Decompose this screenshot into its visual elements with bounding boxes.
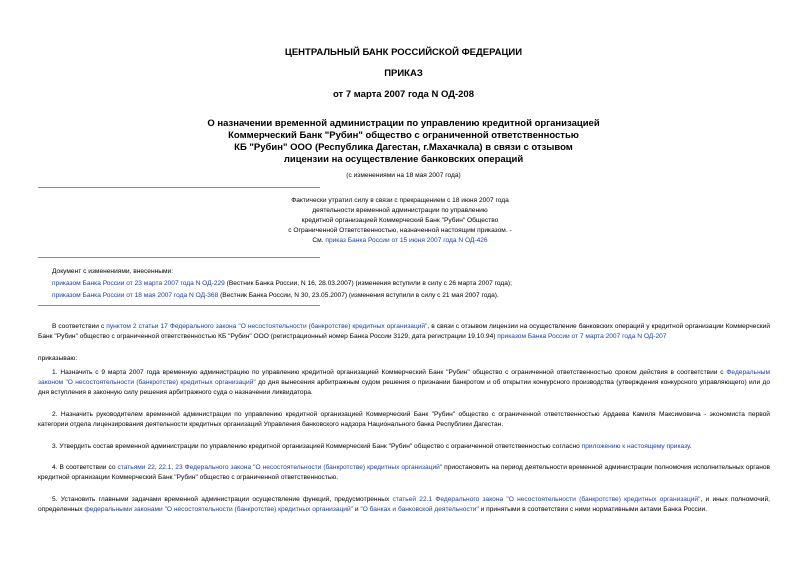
amendments-heading: Документ с изменениями, внесенными: bbox=[52, 268, 174, 275]
link-article-17[interactable]: пунктом 2 статьи 17 Федерального закона "О несостоятельности (банкротстве) кредитных организаций" bbox=[106, 323, 428, 330]
document-date: от 7 марта 2007 года N ОД-208 bbox=[332, 89, 474, 100]
amendment-text: (Вестник Банка России, N 30, 23.05.2007) (изменения вступили в силу с 21 мая 2007 года). bbox=[218, 292, 499, 299]
amendment-text: (Вестник Банка России, N 16, 28.03.2007) (изменения вступили в силу с 26 марта 2007 года); bbox=[224, 280, 512, 287]
preamble-text: В соответствии с bbox=[52, 323, 107, 330]
title-line: лицензии на осуществление банковских операций bbox=[283, 154, 524, 165]
item-text: 1. Назначить с 9 марта 2007 года временную администрацию по управлению кредитной организацией Коммерческий Банк "Рубин" общество с ограниченной ответственностью сроком действия в соответствии с bbox=[52, 369, 727, 376]
preamble bbox=[38, 322, 770, 342]
validity-see bbox=[250, 236, 550, 246]
link-federal-law[interactable]: Федеральным законом "О несостоятельности (банкротстве) кредитных организаций" bbox=[38, 369, 770, 387]
validity-note bbox=[250, 196, 550, 246]
order-item-3 bbox=[38, 442, 770, 452]
order-item-4 bbox=[38, 463, 770, 483]
validity-line: с Ограниченной Ответственностью, назначенной настоящим приказом. - bbox=[288, 227, 512, 234]
item-text: и принятыми в соответствии с ними нормативными актами Банка России. bbox=[478, 506, 708, 514]
item-text: и bbox=[353, 506, 361, 514]
item-text: до дня вынесения арбитражным судом решения о признании банкротом и об открытии конкурсного производства (утверждения конкурсного управляющего) или до дня вступления в законную силу решения арбитражного суда о назначении ликвидатора. bbox=[38, 379, 771, 397]
item-text: 5. Установить главными задачами временной администрации осуществление функций, предусмотренных bbox=[52, 496, 393, 503]
issuer-heading: ЦЕНТРАЛЬНЫЙ БАНК РОССИЙСКОЙ ФЕДЕРАЦИИ bbox=[284, 47, 523, 58]
validity-line: кредитной организацией Коммерческий Банк "Рубин" Общество bbox=[301, 217, 499, 224]
item-text: 3. Утвердить состав временной администрации по управлению кредитной организацией Коммерческий Банк "Рубин" общество с ограниченной ответственностью согласно bbox=[52, 443, 582, 450]
order-word: приказываю: bbox=[38, 355, 78, 362]
order-item-1 bbox=[38, 368, 770, 399]
link-appendix[interactable]: приложению к настоящему приказу bbox=[581, 443, 690, 450]
item-text: . bbox=[689, 443, 692, 450]
validity-line: Фактически утратил силу в связи с прекращением с 18 июня 2007 года bbox=[291, 197, 509, 204]
item-text: , и иных полномочий, определенных bbox=[38, 496, 770, 514]
amendment-item bbox=[52, 291, 499, 301]
title-line: О назначении временной администрации по управлению кредитной организацией bbox=[207, 118, 600, 129]
document-title bbox=[200, 118, 607, 166]
item-text: 4. В соответствии со bbox=[52, 464, 118, 471]
see-prefix: См. bbox=[312, 237, 326, 244]
link-order-od-229[interactable]: приказом Банка России от 23 марта 2007 года N ОД-229 bbox=[52, 280, 225, 287]
link-order-od-426[interactable]: приказ Банка России от 15 июня 2007 года N ОД-426 bbox=[325, 237, 488, 244]
order-item-2 bbox=[38, 410, 770, 430]
validity-line: деятельности временной администрации по управлению bbox=[312, 207, 488, 214]
preamble-text: , в связи с отзывом лицензии на осуществление банковских операций у кредитной организации Коммерческий Банк "Рубин" общество с ограниченной ответственностью КБ "Рубин" ООО (регистрационный номер Банка России 3129, дата регистрации 19.10.94) bbox=[38, 323, 771, 341]
link-order-od-368[interactable]: приказом Банка России от 18 мая 2007 года N ОД-368 bbox=[52, 292, 219, 299]
link-law-on-banks[interactable]: "О банках и банковской деятельности" bbox=[360, 506, 479, 514]
link-federal-laws-bankruptcy[interactable]: федеральными законами "О несостоятельности (банкротстве) кредитных организаций" bbox=[84, 506, 354, 514]
divider bbox=[38, 305, 320, 306]
link-order-od-207[interactable]: приказом Банка России от 7 марта 2007 года N ОД-207 bbox=[497, 333, 667, 341]
changes-note: (с изменениями на 18 мая 2007 года) bbox=[346, 172, 461, 179]
order-item-5 bbox=[38, 495, 770, 515]
title-line: Коммерческий Банк "Рубин" общество с ограниченной ответственностью bbox=[228, 130, 579, 141]
link-article-22-1[interactable]: статьей 22.1 Федерального закона "О несостоятельности (банкротстве) кредитных организаций" bbox=[392, 496, 701, 503]
divider bbox=[38, 257, 320, 258]
divider bbox=[38, 187, 320, 188]
amendment-item bbox=[52, 279, 512, 289]
title-line: КБ "Рубин" ООО (Республика Дагестан, г.Махачкала) в связи с отзывом bbox=[234, 142, 573, 153]
item-text: 2. Назначить руководителем временной администрации по управлению кредитной организацией Коммерческий Банк "Рубин" общество с ограниченной ответственностью Ардаева Камиля Максимовича - экономиста первой категории отдела лицензирования деятельности кредитных организаций Управления банковского надзора Национального банка Республики Дагестан. bbox=[38, 411, 770, 429]
link-articles-22-23[interactable]: статьями 22, 22.1, 23 Федерального закона "О несостоятельности (банкротстве) кредитных организаций" bbox=[117, 464, 443, 471]
item-text: приостановить на период деятельности временной администрации полномочия исполнительных органов кредитной организации Коммерческий Банк "Рубин" общество с ограниченной ответственностью. bbox=[38, 464, 771, 482]
document-type: ПРИКАЗ bbox=[384, 68, 423, 79]
